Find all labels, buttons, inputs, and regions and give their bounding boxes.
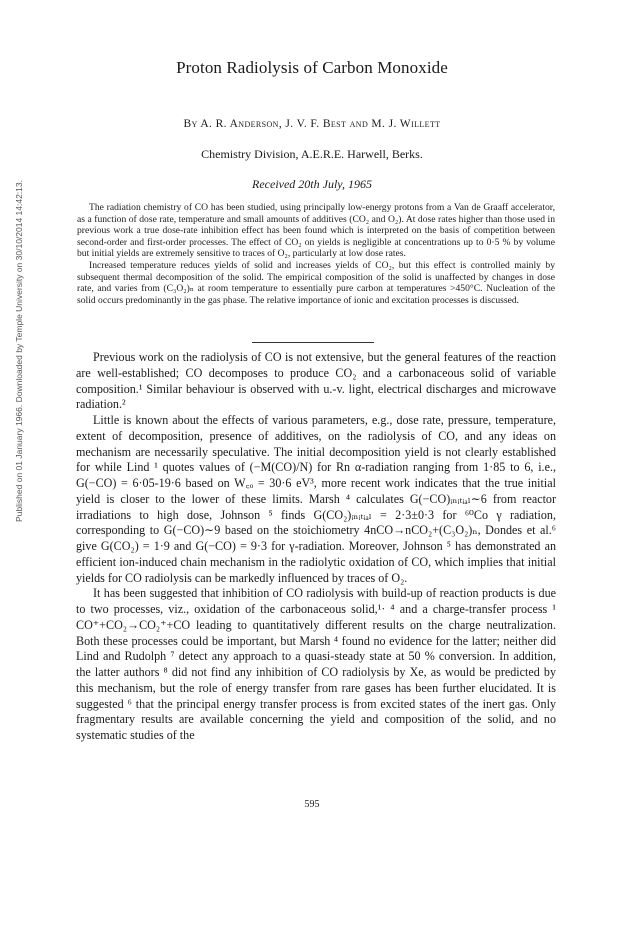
received-date: Received 20th July, 1965 <box>252 177 372 191</box>
abstract-paragraph: Increased temperature reduces yields of solid and increases yields of CO₂, but this effect is controlled mainly by subsequent thermal decomposition of the solid. The empirical composition of the solid is unaffected by changes in dose rate, and varies from (C₃O₂)ₙ at room temperature to essentially pure carbon at temperatures >450°C. Nucleation of the solid occurs predominantly in the gas phase. The relative importance of ionic and excitation processes is discussed. <box>77 259 555 306</box>
download-watermark <box>2 180 24 610</box>
affiliation: Chemistry Division, A.E.R.E. Harwell, Berks. <box>201 147 423 161</box>
abstract <box>77 202 555 306</box>
abstract-paragraph: The radiation chemistry of CO has been studied, using principally low-energy protons from a Van de Graaff accelerator, as a function of dose rate, temperature and small amounts of additives (CO₂ and O₂). At dose rates higher than those used in previous work a true dose-rate inhibition effect has been found which is interpreted on the basis of competition between second-order and first-order processes. The effect of CO₂ on yields is negligible at concentrations up to 0·5 % by volume but initial yields are extremely sensitive to traces of O₂, particularly at low dose rates. <box>77 202 555 260</box>
body-paragraph: It has been suggested that inhibition of CO radiolysis with build-up of reaction products is due to two processes, viz., oxidation of the carbonaceous solid,¹· ⁴ and a charge-transfer process ¹ CO⁺+CO₂→CO₂⁺+CO leading to quantitatively different results on the charge neutralization. Both these processes could be important, but Marsh ⁴ found no evidence for the latter; neither did Lind and Rudolph ⁷ detect any approach to a quasi-steady state at 50 % conversion. In addition, the latter authors ⁸ did not find any inhibition of CO radiolysis by Xe, as would be predicted by this mechanism, but the role of energy transfer from rare gases has been further elucidated. It is suggested ⁶ that the principal energy transfer process is from excited states of the inert gas. Only fragmentary results are available concerning the yield and composition of the solid, and no systematic studies of the <box>76 586 556 742</box>
page-number: 595 <box>304 799 320 810</box>
section-divider <box>252 342 374 343</box>
download-watermark-text: Published on 01 January 1966. Downloaded by Temple University on 30/10/2014 14:42:13. <box>14 180 24 522</box>
body-text <box>76 350 556 744</box>
author-line: By A. R. Anderson, J. V. F. Best and M. J. Willett <box>183 118 441 130</box>
body-paragraph: Little is known about the effects of various parameters, e.g., dose rate, pressure, temperature, extent of decomposition, presence of additives, on the radiolysis of CO, and any ideas on mechanism are necessarily speculative. The initial decomposition yield is not clearly established for while Lind ¹ quotes values of (−M(CO)/N) for Rn α-radiation ranging from 1·85 to 6, i.e., G(−CO) = 6·05-19·6 based on W꜀ₒ = 30·6 eV³, more recent work indicates that the true initial yield is closer to the lower of these limits. Marsh ⁴ calculates G(−CO)ᵢₙᵢₜᵢₐₗ∼6 from reactor irradiations to high dose, Johnson ⁵ finds G(CO₂)ᵢₙᵢₜᵢₐₗ = 2·3±0·3 for ⁶⁰Co γ radiation, corresponding to G(−CO)∼9 based on the stoichiometry 4nCO→nCO₂+(C₃O₂)ₙ, Dondes et al.⁶ give G(CO₂) = 1·9 and G(−CO) = 9·3 for γ-radiation. Moreover, Johnson ⁵ has demonstrated an efficient ion-induced chain mechanism in the radiolytic oxidation of CO, which implies that initial yields for CO radiolysis can be markedly influenced by traces of O₂. <box>76 413 556 585</box>
body-paragraph: Previous work on the radiolysis of CO is not extensive, but the general features of the reaction are well-established; CO decomposes to produce CO₂ and a carbonaceous solid of variable composition.¹ Similar behaviour is observed with u.-v. light, electrical discharges and microwave radiation.² <box>76 350 556 412</box>
paper-title: Proton Radiolysis of Carbon Monoxide <box>176 58 448 77</box>
